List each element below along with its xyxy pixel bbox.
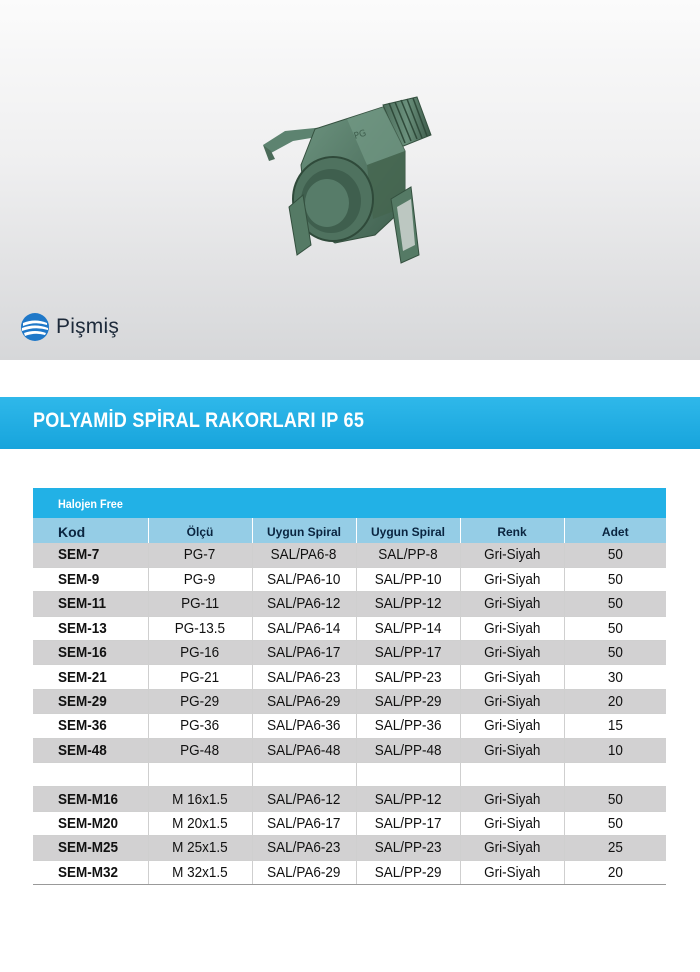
cell-renk [460,714,564,738]
cell-adet-text: 20 [607,693,623,711]
cell-adet-text: 10 [607,741,623,759]
cell-uygun-spiral-pp [356,860,460,884]
cell-kod-text: SEM-M20 [58,814,119,832]
cell-kod-text: SEM-36 [58,717,107,735]
table-row [33,811,666,835]
cell-uygun-spiral-pa6 [252,836,356,860]
cell-adet [564,860,666,884]
cell-uygun-spiral-pa6-text: SAL/PA6-10 [267,571,341,589]
cell-uygun-spiral-pp [356,763,460,787]
table-row [33,616,666,640]
cell-uygun-spiral-pp [356,641,460,665]
header-uygun-spiral-pa6: Uygun Spiral [252,518,356,543]
cell-renk [460,787,564,811]
cell-uygun-spiral-pp [356,689,460,713]
cell-uygun-spiral-pp [356,616,460,640]
cell-uygun-spiral-pp-text: SAL/PP-29 [374,693,442,711]
header-kod: Kod [33,518,148,543]
cell-olcu-text: M 32x1.5 [172,863,228,881]
cell-olcu-text: PG-36 [180,717,220,735]
cell-uygun-spiral-pa6 [252,689,356,713]
cell-uygun-spiral-pa6-text: SAL/PA6-23 [267,668,341,686]
cell-uygun-spiral-pa6 [252,787,356,811]
cell-renk [460,665,564,689]
cell-olcu [148,836,252,860]
cell-renk-text: Gri-Siyah [483,790,541,808]
cell-adet-text: 50 [607,814,623,832]
cable-gland-product-image [255,95,435,265]
cell-uygun-spiral-pp-text: SAL/PP-48 [374,741,442,759]
cell-kod [33,665,148,689]
cell-olcu [148,763,252,787]
table-row [33,763,666,787]
cell-uygun-spiral-pp-text: SAL/PP-10 [374,571,442,589]
cell-adet [564,665,666,689]
cell-uygun-spiral-pp-text: SAL/PP-36 [374,717,442,735]
svg-text:PG: PG [352,128,368,142]
cell-kod-text: SEM-29 [58,693,107,711]
cell-uygun-spiral-pa6 [252,738,356,762]
cell-kod [33,714,148,738]
cell-uygun-spiral-pp [356,738,460,762]
cell-renk-text: Gri-Siyah [483,546,541,564]
cell-olcu-text: M 20x1.5 [172,814,228,832]
cell-adet-text: 50 [607,546,623,564]
cell-kod-text: SEM-7 [58,546,100,564]
cell-uygun-spiral-pa6-text: SAL/PA6-29 [267,693,341,711]
cell-adet [564,592,666,616]
cell-uygun-spiral-pp-text: SAL/PP-23 [374,839,442,857]
cell-olcu [148,860,252,884]
cell-uygun-spiral-pa6-text: SAL/PA6-29 [267,863,341,881]
cell-uygun-spiral-pp-text: SAL/PP-17 [374,814,442,832]
table-row [33,860,666,884]
cell-olcu-text: PG-29 [180,693,220,711]
cell-renk [460,567,564,591]
cell-kod [33,641,148,665]
cell-adet-text: 50 [607,644,623,662]
cell-uygun-spiral-pp [356,543,460,567]
cell-kod-text: SEM-M32 [58,863,119,881]
cell-olcu-text: PG-11 [180,595,220,613]
cell-uygun-spiral-pa6 [252,567,356,591]
cell-adet [564,836,666,860]
table-row [33,641,666,665]
cell-kod-text: SEM-48 [58,741,107,759]
cell-adet [564,811,666,835]
cell-kod-text: SEM-11 [58,595,107,613]
cell-kod [33,787,148,811]
cell-renk-text: Gri-Siyah [483,668,541,686]
cell-renk [460,860,564,884]
cell-uygun-spiral-pa6 [252,592,356,616]
cell-kod [33,567,148,591]
cell-olcu-text: PG-21 [180,668,220,686]
cell-uygun-spiral-pa6 [252,665,356,689]
cell-olcu [148,714,252,738]
cell-renk-text: Gri-Siyah [483,644,541,662]
cell-uygun-spiral-pp-text: SAL/PP-14 [374,619,442,637]
cell-kod-text: SEM-9 [58,571,100,589]
cell-renk-text: Gri-Siyah [483,863,541,881]
table-row [33,787,666,811]
cell-olcu [148,738,252,762]
table-row [33,567,666,591]
spec-table [33,518,666,885]
header-adet: Adet [564,518,666,543]
cell-adet-text: 50 [607,595,623,613]
cell-uygun-spiral-pp-text: SAL/PP-29 [374,863,442,881]
cell-adet-text: 20 [607,863,623,881]
cell-adet [564,763,666,787]
cell-renk [460,738,564,762]
table-header-row [33,518,666,543]
cell-kod-text: SEM-16 [58,644,107,662]
cell-adet [564,616,666,640]
table-row [33,738,666,762]
cell-olcu-text: PG-48 [180,741,220,759]
cell-adet-text: 25 [607,839,623,857]
table-row [33,543,666,567]
cell-uygun-spiral-pp-text: SAL/PP-17 [374,644,442,662]
cell-uygun-spiral-pa6-text: SAL/PA6-17 [267,814,341,832]
cell-uygun-spiral-pp [356,714,460,738]
cell-olcu [148,543,252,567]
header-renk: Renk [460,518,564,543]
cell-uygun-spiral-pp [356,665,460,689]
cell-renk-text: Gri-Siyah [483,814,541,832]
cell-olcu [148,616,252,640]
cell-renk-text: Gri-Siyah [483,741,541,759]
cell-uygun-spiral-pp-text: SAL/PP-23 [374,668,442,686]
cell-adet [564,543,666,567]
product-table [33,488,666,885]
cell-renk-text: Gri-Siyah [483,839,541,857]
cell-renk-text: Gri-Siyah [483,571,541,589]
cell-uygun-spiral-pa6-text: SAL/PA6-23 [267,839,341,857]
header-uygun-spiral-pp: Uygun Spiral [356,518,460,543]
pismis-logo-icon [20,312,50,342]
cell-renk-text: Gri-Siyah [483,595,541,613]
cell-renk [460,616,564,640]
brand-logo[interactable] [20,311,119,343]
cell-adet [564,567,666,591]
cell-kod [33,763,148,787]
cell-uygun-spiral-pa6-text: SAL/PA6-36 [267,717,341,735]
table-row [33,689,666,713]
cell-kod-text: SEM-M16 [58,790,119,808]
cell-adet [564,738,666,762]
cell-olcu-text: PG-9 [184,571,216,589]
cell-adet [564,787,666,811]
table-row [33,665,666,689]
table-row [33,714,666,738]
cell-uygun-spiral-pa6 [252,714,356,738]
cell-adet [564,714,666,738]
cell-adet-text: 50 [607,619,623,637]
cell-uygun-spiral-pa6 [252,860,356,884]
cell-renk [460,763,564,787]
cell-olcu-text: M 16x1.5 [172,790,228,808]
cell-olcu [148,811,252,835]
page-title: POLYAMİD SPİRAL RAKORLARI IP 65 [33,409,365,432]
cell-uygun-spiral-pp [356,567,460,591]
cell-olcu [148,567,252,591]
cell-adet [564,689,666,713]
cell-uygun-spiral-pa6-text: SAL/PA6-48 [267,741,341,759]
cell-uygun-spiral-pp [356,592,460,616]
cell-uygun-spiral-pp-text: SAL/PP-8 [378,546,438,564]
cell-uygun-spiral-pa6-text: SAL/PA6-14 [267,619,341,637]
title-band [0,397,700,449]
cell-olcu-text: PG-7 [184,546,216,564]
cell-kod-text: SEM-21 [58,668,107,686]
cell-uygun-spiral-pa6-text: SAL/PA6-12 [267,595,341,613]
table-row [33,592,666,616]
cell-kod-text: SEM-13 [58,619,107,637]
cell-kod [33,689,148,713]
cell-kod [33,738,148,762]
cell-uygun-spiral-pa6-text: SAL/PA6-17 [267,644,341,662]
cell-renk-text: Gri-Siyah [483,619,541,637]
cell-uygun-spiral-pa6 [252,811,356,835]
cell-uygun-spiral-pa6 [252,543,356,567]
header-olcu: Ölçü [148,518,252,543]
cell-kod-text: SEM-M25 [58,839,119,857]
cell-olcu [148,787,252,811]
cell-renk-text: Gri-Siyah [483,693,541,711]
cell-adet [564,641,666,665]
brand-name: Pişmiş [56,315,120,338]
cell-olcu [148,665,252,689]
cell-olcu [148,689,252,713]
cell-renk [460,836,564,860]
halojen-free-label: Halojen Free [58,497,123,511]
cell-olcu [148,641,252,665]
cell-uygun-spiral-pa6-text: SAL/PA6-8 [271,546,337,564]
cell-kod [33,836,148,860]
table-banner [33,488,666,518]
cell-renk-text: Gri-Siyah [483,717,541,735]
cell-uygun-spiral-pp-text: SAL/PP-12 [374,790,442,808]
cell-olcu-text: PG-13.5 [174,619,226,637]
cell-renk [460,592,564,616]
cell-renk [460,811,564,835]
cell-uygun-spiral-pa6 [252,763,356,787]
cell-olcu [148,592,252,616]
hero-banner [0,0,700,360]
cell-uygun-spiral-pp [356,836,460,860]
cell-olcu-text: M 25x1.5 [172,839,228,857]
cell-renk [460,641,564,665]
table-row [33,836,666,860]
cell-kod [33,616,148,640]
cell-uygun-spiral-pa6 [252,641,356,665]
cell-adet-text: 50 [607,790,623,808]
cell-adet-text: 15 [607,717,623,735]
cell-kod [33,860,148,884]
cell-kod [33,592,148,616]
cell-uygun-spiral-pp-text: SAL/PP-12 [374,595,442,613]
cell-adet-text: 50 [607,571,623,589]
cell-uygun-spiral-pa6-text: SAL/PA6-12 [267,790,341,808]
cell-adet-text: 30 [607,668,623,686]
cell-uygun-spiral-pa6 [252,616,356,640]
cell-uygun-spiral-pp [356,811,460,835]
cell-kod [33,543,148,567]
cell-renk [460,543,564,567]
cell-renk [460,689,564,713]
cell-uygun-spiral-pp [356,787,460,811]
cell-olcu-text: PG-16 [180,644,220,662]
cell-kod [33,811,148,835]
